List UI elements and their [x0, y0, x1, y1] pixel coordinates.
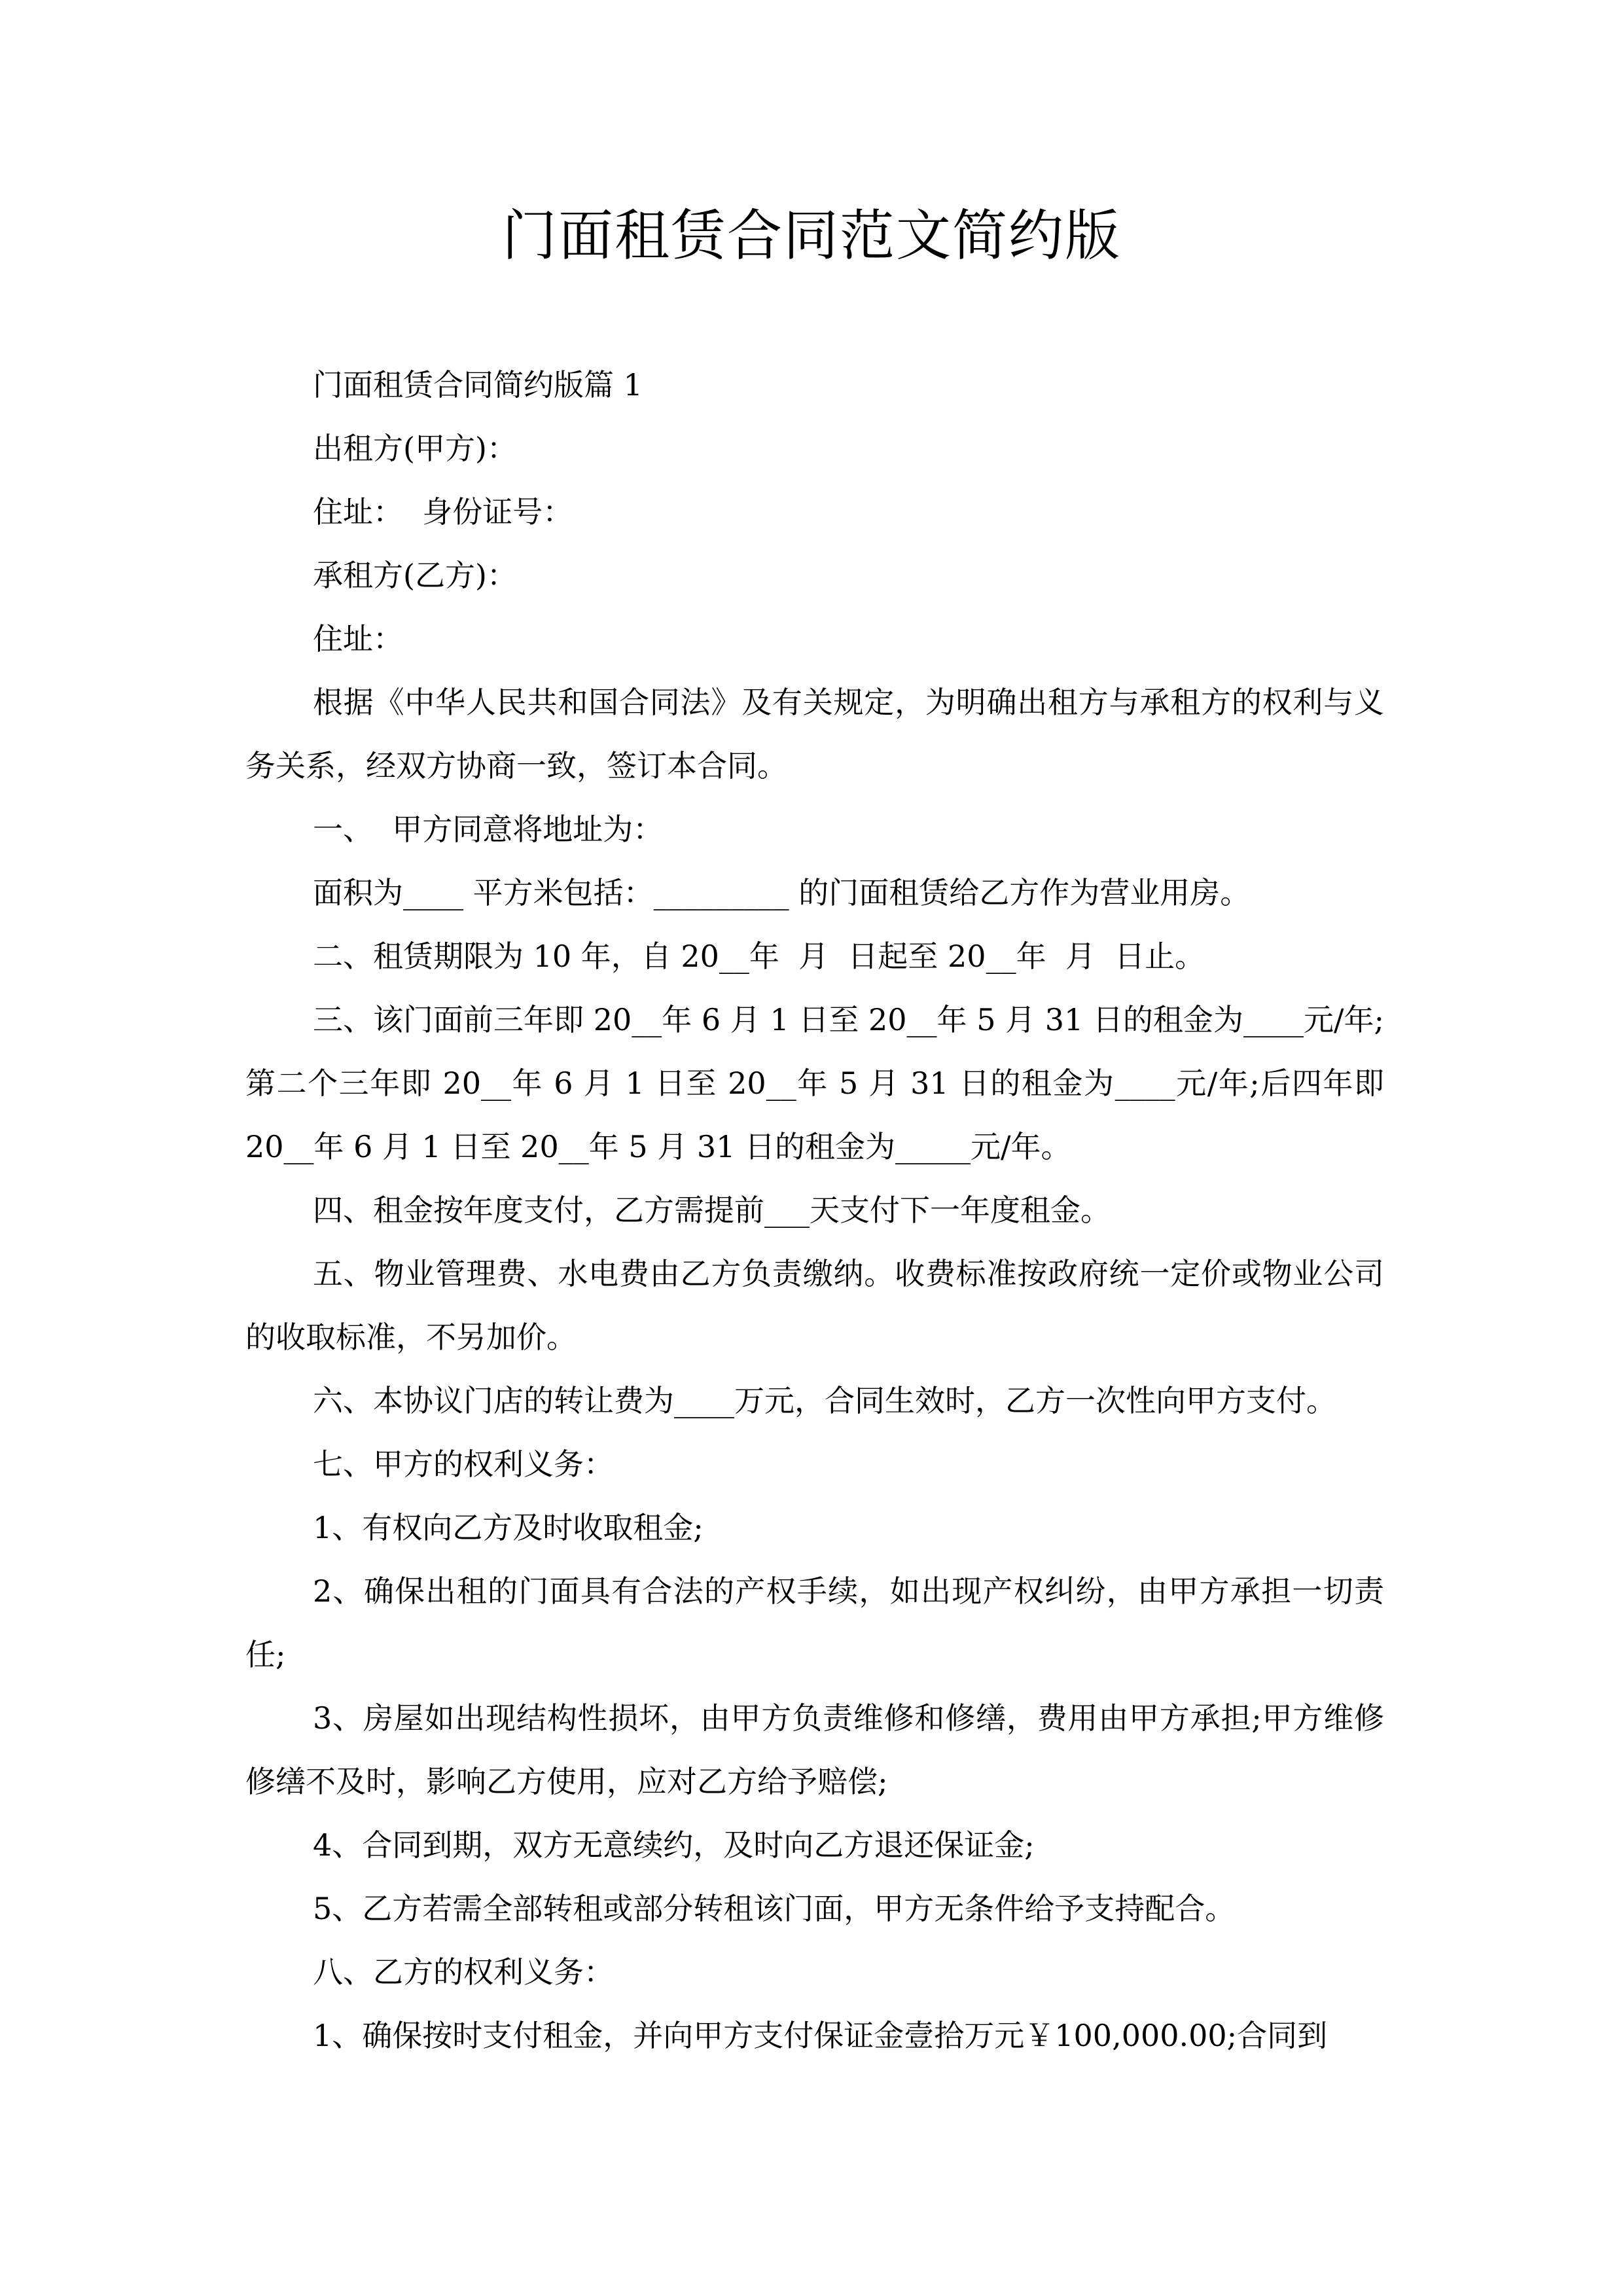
clause-7-item-5: 5、乙方若需全部转租或部分转租该门面，甲方无条件给予支持配合。 [313, 1891, 1236, 1926]
clause-3: 三、该门面前三年即 20__年 6 月 1 日至 20__年 5 月 31 日的租金为____元/年;第二个三年即 20__年 6 月 1 日至 20__年 5 月 31 日的租金为____元/年;后四年即 20__年 6 月 1 日至 20__年 5 月 31 日的租金为_____元/年。 [245, 1002, 1394, 1164]
lessee-field: 承租方(乙方)： [313, 558, 517, 593]
clause-7-item-4: 4、合同到期，双方无意续约，及时向乙方退还保证金; [313, 1827, 1035, 1863]
section-heading: 门面租赁合同简约版篇 1 [313, 367, 643, 403]
clause-6: 六、本协议门店的转让费为____万元，合同生效时，乙方一次性向甲方支付。 [313, 1383, 1336, 1418]
clause-2: 二、租赁期限为 10 年，自 20__年 月 日起至 20__年 月 日止。 [313, 939, 1205, 974]
clause-4: 四、租金按年度支付，乙方需提前___天支付下一年度租金。 [313, 1193, 1111, 1228]
clause-1-area: 面积为____ 平方米包括：_________ 的门面租赁给乙方作为营业用房。 [313, 875, 1251, 910]
document-title: 门面租赁合同范文简约版 [501, 204, 1121, 268]
clause-5: 五、物业管理费、水电费由乙方负责缴纳。收费标准按政府统一定价或物业公司的收取标准，不另加价。 [245, 1256, 1384, 1355]
clause-7-item-2: 2、确保出租的门面具有合法的产权手续，如出现产权纠纷，由甲方承担一切责任; [245, 1573, 1384, 1672]
lessee-address-field: 住址： [313, 621, 403, 656]
clause-7-item-1: 1、有权向乙方及时收取租金; [313, 1510, 704, 1545]
clause-7-heading: 七、甲方的权利义务： [313, 1446, 614, 1482]
preamble-paragraph: 根据《中华人民共和国合同法》及有关规定，为明确出租方与承租方的权利与义务关系，经双方协商一致，签订本合同。 [245, 685, 1384, 783]
lessor-field: 出租方(甲方)： [313, 431, 517, 466]
clause-8-item-1: 1、确保按时支付租金，并向甲方支付保证金壹拾万元￥100,000.00;合同到 [313, 2018, 1328, 2053]
document-body [245, 353, 1394, 2068]
clause-8-heading: 八、乙方的权利义务： [313, 1954, 614, 1990]
lessor-address-id-field: 住址： 身份证号： [313, 494, 573, 529]
clause-7-item-3: 3、房屋如出现结构性损坏，由甲方负责维修和修缮，费用由甲方承担;甲方维修修缮不及时，影响乙方使用，应对乙方给予赔偿; [245, 1700, 1384, 1799]
clause-1: 一、 甲方同意将地址为： [313, 812, 664, 847]
